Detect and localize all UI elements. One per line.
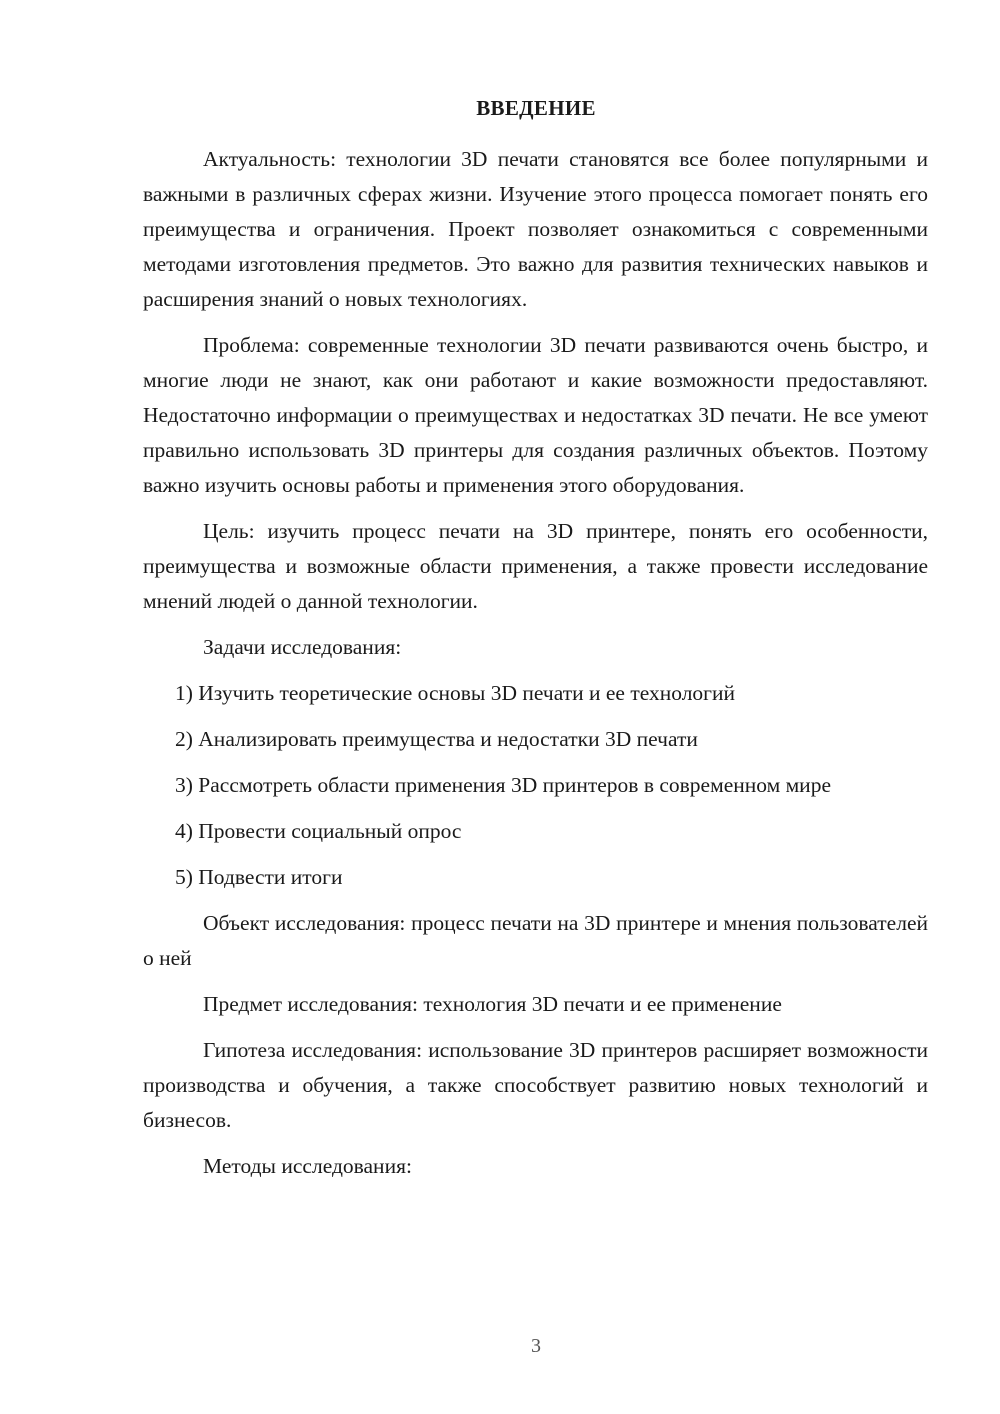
page-title: ВВЕДЕНИЕ bbox=[476, 96, 596, 120]
paragraph-goal: Цель: изучить процесс печати на 3D принтере, понять его особенности, преимущества и возможные области применения, а также провести исследование мнений людей о данной технологии. bbox=[143, 519, 928, 613]
paragraph-subject: Предмет исследования: технология 3D печати и ее применение bbox=[203, 992, 782, 1016]
document-body bbox=[143, 142, 928, 1195]
paragraph-tasks-heading: Задачи исследования: bbox=[203, 635, 402, 659]
task-item-3: 3) Рассмотреть области применения 3D принтеров в современном мире bbox=[175, 773, 831, 797]
page-number: 3 bbox=[531, 1335, 541, 1357]
task-item-2: 2) Анализировать преимущества и недостатки 3D печати bbox=[175, 727, 698, 751]
task-item-1: 1) Изучить теоретические основы 3D печати и ее технологий bbox=[175, 681, 736, 705]
paragraph-hypothesis: Гипотеза исследования: использование 3D принтеров расширяет возможности производства и обучения, а также способствует развитию новых технологий и бизнесов. bbox=[143, 1038, 928, 1132]
paragraph-problem: Проблема: современные технологии 3D печати развиваются очень быстро, и многие люди не знают, как они работают и какие возможности предоставляют. Недостаточно информации о преимуществах и недостатках 3D печати. Не все умеют правильно использовать 3D принтеры для создания различных объектов. Поэтому важно изучить основы работы и применения этого оборудования. bbox=[143, 333, 928, 497]
paragraph-methods: Методы исследования: bbox=[203, 1154, 412, 1178]
paragraph-relevance: Актуальность: технологии 3D печати становятся все более популярными и важными в различных сферах жизни. Изучение этого процесса помогает понять его преимущества и ограничения. Проект позволяет ознакомиться с современными методами изготовления предметов. Это важно для развития технических навыков и расширения знаний о новых технологиях. bbox=[143, 147, 928, 311]
task-item-4: 4) Провести социальный опрос bbox=[175, 819, 462, 843]
task-item-5: 5) Подвести итоги bbox=[175, 865, 343, 889]
paragraph-object: Объект исследования: процесс печати на 3D принтере и мнения пользователей о ней bbox=[143, 911, 928, 970]
